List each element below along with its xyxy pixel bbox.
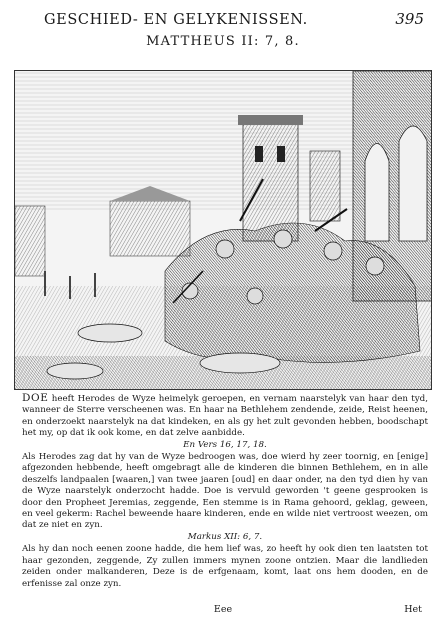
paragraph-1 <box>22 393 428 440</box>
paragraph-2: Als Herodes zag dat hy van de Wyze bedroogen was, doe wierd hy zeer toornig, en [enige] afgezonden hebbende, heeft omgebragt alle de kinderen die binnen Bethlehem, en in alle deszelfs landpaalen [waaren,] van twee jaaren [oud] en daar onder, na den tyd dien hy van de Wyze naarstelyk onderzocht hadde. Doe is vervuld geworden 't geene gesprooken is door den Propheet Jeremias, zeggende, Een stemme is in Rama gehoord, geklag, geween, en veel gekerm: Rachel beweende haare kinderen, ende en wilde niet vertroost weezen, om dat ze niet en zyn. <box>22 452 428 531</box>
drop-word: DOE <box>22 392 49 404</box>
page-number: 395 <box>395 10 424 28</box>
body-text <box>22 393 428 590</box>
verse-reference-1: En Vers 16, 17, 18. <box>183 440 267 451</box>
page-header <box>0 8 446 50</box>
engraving-illustration-icon <box>15 71 432 390</box>
catchword: Het <box>404 604 422 615</box>
paragraph-1-text: heeft Herodes de Wyze heimelyk geroepen, en vernam naarstelyk van haar den tyd, wanneer de Sterre verscheenen was. En haar na Bethlehem zendende, zeide, Reist heenen, en onderzoekt naarstelyk na dat kindeken, en als gy het zult gevonden hebben, boodschapt het my, op dat ik ook kome, en dat zelve aanbidde. <box>22 394 428 439</box>
engraving-illustration <box>14 70 432 390</box>
paragraph-3: Als hy dan noch eenen zoone hadde, die hem lief was, zo heeft hy ook dien ten laatsten tot haar gezonden, zeggende, Zy zullen immers mynen zoone ontzien. Maar die landlieden zeiden onder malkanderen, Deze is de erfgenaam, komt, laat ons hem dooden, en de erfenisse zal onze zyn. <box>22 544 428 589</box>
signature-mark: Eee <box>213 604 233 615</box>
verse-reference-2: Markus XII: 6, 7. <box>187 532 263 543</box>
scripture-reference: MATTHEUS II: 7, 8. <box>146 34 300 49</box>
page-footer <box>0 604 446 618</box>
running-title: GESCHIED- EN GELYKENISSEN. <box>44 12 308 28</box>
